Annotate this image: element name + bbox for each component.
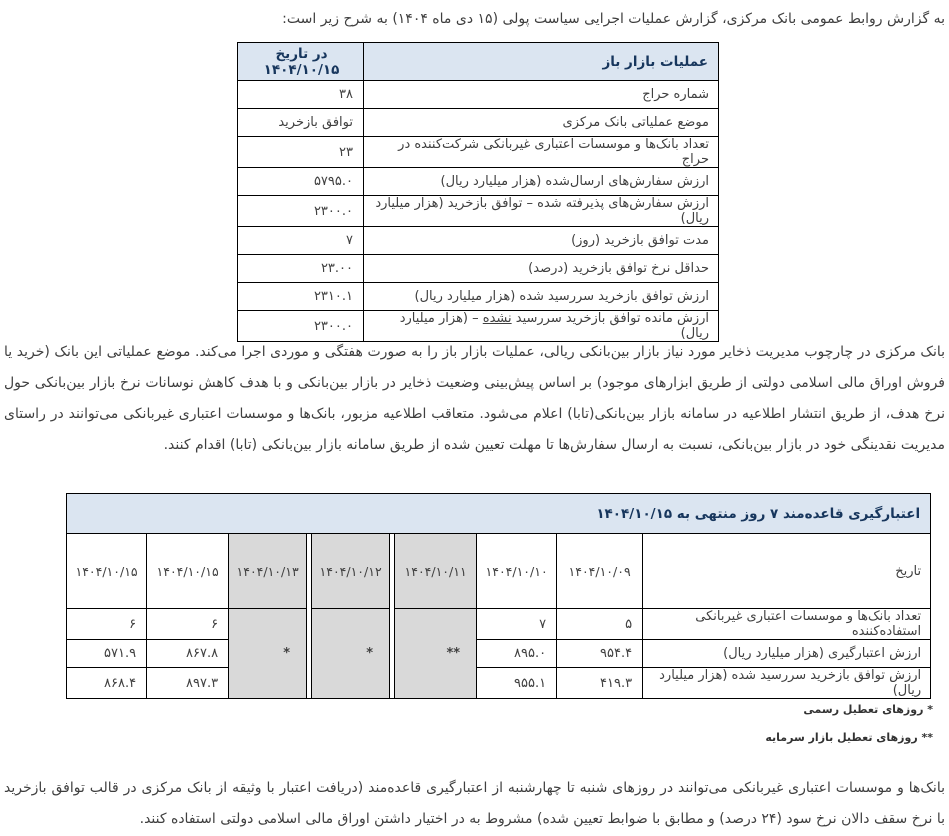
value-cell: ۸۹۷.۳ xyxy=(147,668,229,699)
value-cell: ۶ xyxy=(147,609,229,640)
row-label: ارزش توافق بازخرید سررسید شده (هزار میلیارد ریال) xyxy=(643,668,931,699)
value-cell: ۸۶۸.۴ xyxy=(67,668,147,699)
date-cell: ۱۴۰۴/۱۰/۰۹ xyxy=(557,534,643,609)
value-cell: ۶ xyxy=(67,609,147,640)
omo-paragraph: بانک مرکزی در چارچوب مدیریت ذخایر مورد نیاز بازار بین‌بانکی ریالی، عملیات بازار باز را به صورت هفتگی و موردی اجرا می‌کند. موضع عملیاتی این بانک (خرید یا فروش اوراق مالی اسلامی دولتی از طریق ابزارهای موجود) بر اساس پیش‌بینی وضعیت ذخایر در بازار بین‌بانکی و با هدف کاهش نوسانات نرخ بازار بین‌بانکی حول نرخ هدف، از طریق انتشار اطلاعیه در سامانه بازار بین‌بانکی(تابا) اعلام می‌شود. متعاقب اطلاعیه مزبور، بانک‌ها و موسسات اعتباری غیربانکی می‌توانند در راستای مدیریت نقدینگی خود در بازار بین‌بانکی، نسبت به ارسال سفارش‌ها تا مهلت تعیین شده از طریق سامانه بازار بین‌بانکی (تابا) اقدام کنند. xyxy=(4,344,945,453)
footnote-capital-market-holidays: ** روزهای تعطیل بازار سرمایه xyxy=(765,731,933,744)
value-cell: ۷ xyxy=(477,609,557,640)
date-column-header: تاریخ xyxy=(643,534,931,609)
row-value: ۲۳۱۰.۱ xyxy=(238,283,364,311)
table-row xyxy=(67,640,931,668)
omo-table xyxy=(237,42,719,342)
holiday-cell: ** xyxy=(395,609,477,699)
intro-paragraph: به گزارش روابط عمومی بانک مرکزی، گزارش عملیات اجرایی سیاست پولی (۱۵ دی ماه ۱۴۰۴) به شرح زیر است: xyxy=(282,11,945,27)
footnote-official-holidays: * روزهای تعطیل رسمی xyxy=(803,703,933,716)
row-value: ۵۷۹۵.۰ xyxy=(238,168,364,196)
row-value: ۳۸ xyxy=(238,81,364,109)
omo-table-title: عملیات بازار باز xyxy=(364,43,719,81)
row-label: ارزش توافق بازخرید سررسید شده (هزار میلیارد ریال) xyxy=(364,283,719,311)
value-cell: ۸۶۷.۸ xyxy=(147,640,229,668)
row-label: موضع عملیاتی بانک مرکزی xyxy=(364,109,719,137)
table-row xyxy=(238,196,719,227)
row-value: ۷ xyxy=(238,227,364,255)
table-row xyxy=(238,283,719,311)
value-cell: ۵۷۱.۹ xyxy=(67,640,147,668)
omo-date-header: در تاریخ ۱۴۰۴/۱۰/۱۵ xyxy=(238,43,364,81)
table-row xyxy=(67,668,931,699)
table-row xyxy=(238,255,719,283)
value-cell: ۸۹۵.۰ xyxy=(477,640,557,668)
value-cell: ۵ xyxy=(557,609,643,640)
table-row xyxy=(67,609,931,640)
omo-header-row xyxy=(238,43,719,81)
row-value: توافق بازخرید xyxy=(238,109,364,137)
date-cell: ۱۴۰۴/۱۰/۱۵ xyxy=(147,534,229,609)
row-label: ارزش سفارش‌های ارسال‌شده (هزار میلیارد ریال) xyxy=(364,168,719,196)
row-label: ارزش اعتبارگیری (هزار میلیارد ریال) xyxy=(643,640,931,668)
credit-paragraph: بانک‌ها و موسسات اعتباری غیربانکی می‌توانند در روزهای شنبه تا چهارشنبه از اعتبارگیری قاعده‌مند (دریافت اعتبار با وثیقه از بانک مرکزی در قالب توافق بازخرید با نرخ سقف دالان نرخ سود (۲۴ درصد) و مطابق با ضوابط تعیین شده) مشروط به در اختیار داشتن اوراق مالی اسلامی دولتی استفاده کنند. xyxy=(4,780,945,827)
row-value: ۲۳۰۰.۰ xyxy=(238,311,364,342)
holiday-cell: * xyxy=(229,609,307,699)
date-cell: ۱۴۰۴/۱۰/۱۵ xyxy=(67,534,147,609)
holiday-cell: * xyxy=(312,609,390,699)
row-label-underlined: نشده xyxy=(482,311,512,326)
value-cell: ۴۱۹.۳ xyxy=(557,668,643,699)
row-value: ۲۳ xyxy=(238,137,364,168)
table-row xyxy=(238,109,719,137)
row-label: شماره حراج xyxy=(364,81,719,109)
row-label-part: – (هزار میلیارد ریال) xyxy=(399,311,709,341)
table-row xyxy=(238,81,719,109)
row-label-part: ارزش مانده توافق بازخرید سررسید xyxy=(511,311,709,326)
table-row xyxy=(238,137,719,168)
date-cell: ۱۴۰۴/۱۰/۱۰ xyxy=(477,534,557,609)
row-label: تعداد بانک‌ها و موسسات اعتباری غیربانکی استفاده‌کننده xyxy=(643,609,931,640)
credit-table-title: اعتبارگیری قاعده‌مند ۷ روز منتهی به ۱۴۰۴/۱۰/۱۵ xyxy=(67,494,931,534)
row-label: ارزش سفارش‌های پذیرفته شده – توافق بازخرید (هزار میلیارد ریال) xyxy=(364,196,719,227)
row-value: ۲۳.۰۰ xyxy=(238,255,364,283)
row-label: مدت توافق بازخرید (روز) xyxy=(364,227,719,255)
row-label: تعداد بانک‌ها و موسسات اعتباری غیربانکی شرکت‌کننده در حراج xyxy=(364,137,719,168)
credit-dates-row xyxy=(67,534,931,609)
table-row xyxy=(238,168,719,196)
date-cell-holiday: ۱۴۰۴/۱۰/۱۲ xyxy=(312,534,390,609)
row-value: ۲۳۰۰.۰ xyxy=(238,196,364,227)
credit-title-row xyxy=(67,494,931,534)
value-cell: ۹۵۴.۴ xyxy=(557,640,643,668)
date-cell-holiday: ۱۴۰۴/۱۰/۱۱ xyxy=(395,534,477,609)
table-row xyxy=(238,227,719,255)
row-label: حداقل نرخ توافق بازخرید (درصد) xyxy=(364,255,719,283)
value-cell: ۹۵۵.۱ xyxy=(477,668,557,699)
credit-table xyxy=(66,493,931,699)
date-cell-holiday: ۱۴۰۴/۱۰/۱۳ xyxy=(229,534,307,609)
